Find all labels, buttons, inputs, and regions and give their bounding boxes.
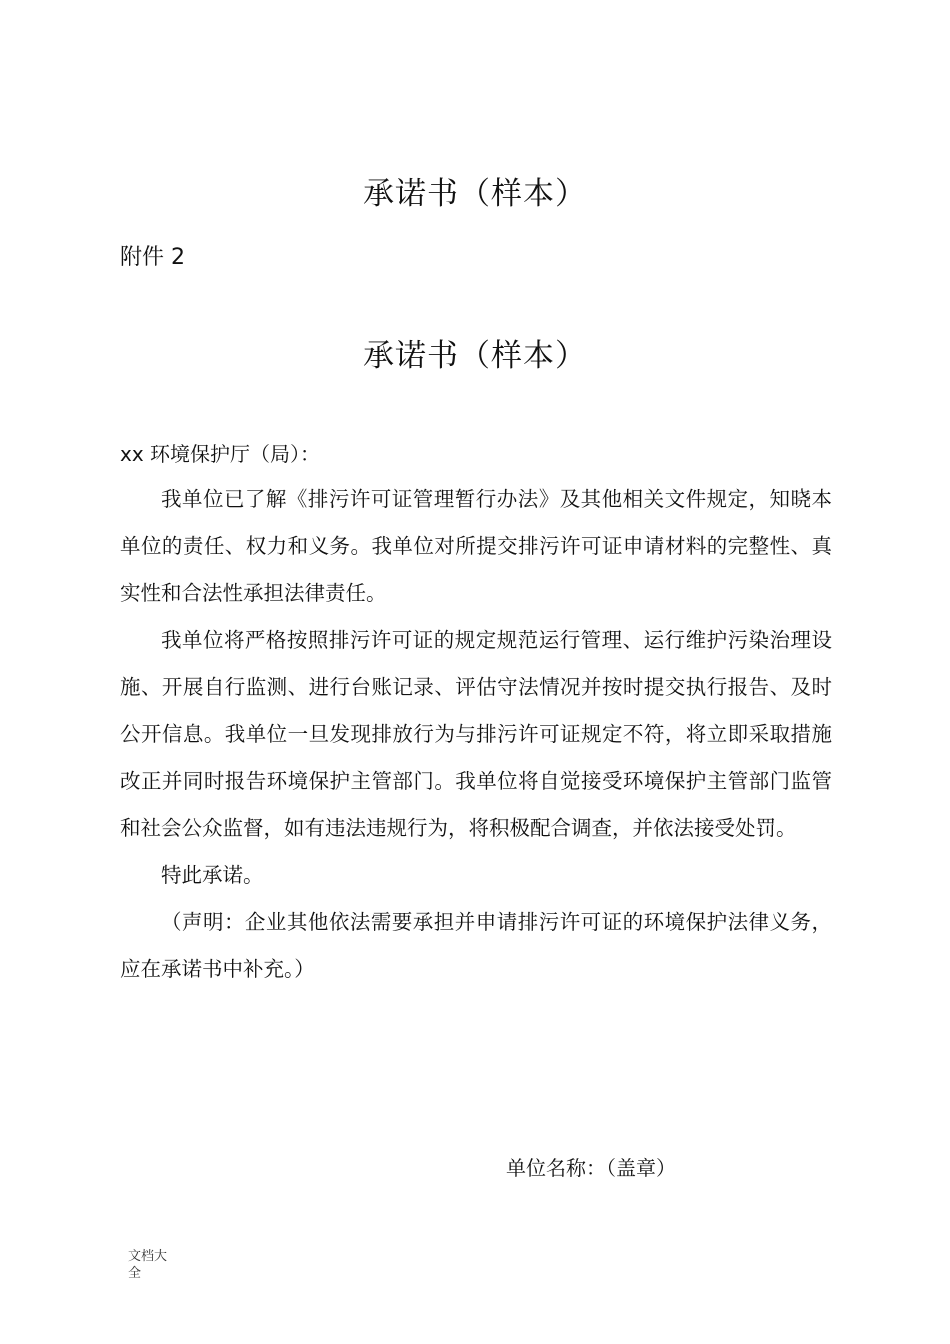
- footer-text: 文档大全: [128, 1249, 168, 1281]
- addressee: xx 环境保护厅（局）：: [120, 442, 321, 466]
- paragraph-commitment: 我单位将严格按照排污许可证的规定规范运行管理、运行维护污染治理设施、开展自行监测、进行台账记录、评估守法情况并按时提交执行报告、及时公开信息。我单位一旦发现排放行为与排污许可证规定不符，将立即采取措施改正并同时报告环境保护主管部门。我单位将自觉接受环境保护主管部门监管和社会公众监督，如有违法违规行为，将积极配合调查，并依法接受处罚。: [120, 628, 832, 840]
- annex-label: 附件 2: [120, 245, 185, 270]
- paragraph-awareness: 我单位已了解《排污许可证管理暂行办法》及其他相关文件规定，知晓本单位的责任、权力和义务。我单位对所提交排污许可证申请材料的完整性、真实性和合法性承担法律责任。: [120, 487, 832, 605]
- paragraph-statement: （声明：企业其他依法需要承担并申请排污许可证的环境保护法律义务，应在承诺书中补充。）: [120, 910, 832, 981]
- signature-line: 单位名称：（盖章）: [506, 1156, 676, 1180]
- body-text: [120, 476, 832, 993]
- page-title-top: 承诺书（样本）: [363, 176, 587, 212]
- page-title: 承诺书（样本）: [363, 338, 587, 374]
- paragraph-closing: 特此承诺。: [161, 863, 264, 887]
